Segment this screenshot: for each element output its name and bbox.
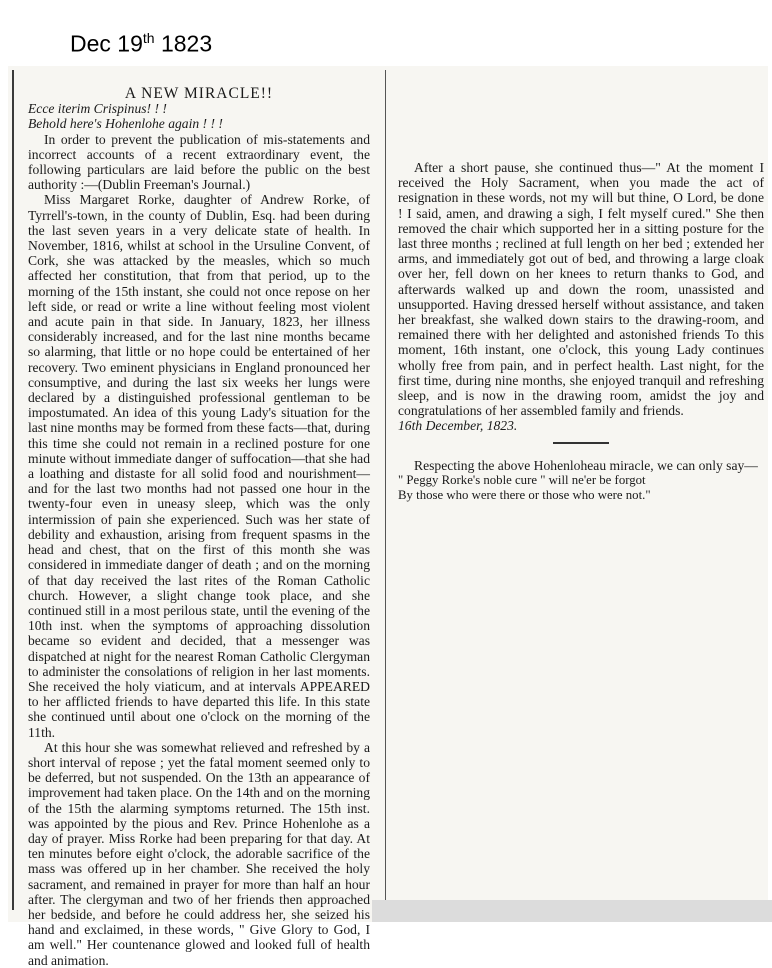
column-left xyxy=(28,86,370,968)
date-day: Dec 19 xyxy=(70,30,143,57)
paragraph-intro: In order to prevent the publication of mis-statements and incorrect accounts of a recent extraordinary event, the following particulars are laid before the public on the best authority :—(Dublin Freeman's Journal.) xyxy=(28,131,370,193)
column-divider xyxy=(385,70,386,910)
scan-edge xyxy=(372,900,772,922)
paragraph-cure: After a short pause, she continued thus—" At the moment I received the Holy Sacrament, when you made the act of resignation in these words, not my will but thine, O Lord, be done ! I said, amen, and drawing a sigh, I felt myself cured." She then removed the chair which supported her in a sitting posture for the last three months ; reclined at full length on her bed ; extended her arms, and immediately got out of bed, and throwing a large cloak over her, fell down on her knees to return thanks to God, and afterwards walked up and down the room, unassisted and unsupported. Having dressed herself without assistance, and taken her breakfast, she walked down stairs to the drawing-room, and remained there with her delighted and astonished friends To this moment, 16th instant, one o'clock, this young Lady continues wholly free from pain, and in perfect health. Last night, for the first time, during nine months, she enjoyed tranquil and refreshing sleep, and is now in the drawing room, amidst the joy and congratulations of her assembled family and friends. xyxy=(398,160,764,419)
article-headline: A NEW MIRACLE!! xyxy=(124,85,274,102)
left-border-rule xyxy=(12,70,14,910)
date-heading xyxy=(70,30,212,58)
article-motto-english: Behold here's Hohenlohe again ! ! ! xyxy=(28,116,223,132)
article-dateline: 16th December, 1823. xyxy=(398,418,518,434)
paragraph-history: Miss Margaret Rorke, daughter of Andrew Rorke, of Tyrrell's-town, in the county of Dublin, Esq. had been during the last seven years in a very delicate state of health. In November, 1816, whilst at school in the Ursuline Convent, of Cork, she was attacked by the measles, which so much affected her constitution, that from that period, up to the morning of the 15th instant, she could not once repose on her left side, or read or write a line without feeling most violent and acute pain in that side. In January, 1823, her illness considerably increased, and for the last nine months became so alarming, that little or no hope could be entertained of her recovery. Two eminent physicians in England pronounced her consumptive, and during the last six weeks her lungs were declared by a distinguished professional gentleman to be impostumated. An idea of this young Lady's situation for the last nine months may be formed from these facts—that, during this time she could not remain in a reclined posture for one minute without immediate danger of suffocation—that she had a loathing and distaste for all solid food and nourishment—and for the last two months had not passed one hour in the twenty-four even in uneasy sleep, which was the only intermission of pain she experienced. Such was her state of debility and exhaustion, arising from frequent spasms in the head and chest, that on the first of this month she was considered in immediate danger of death ; and on the morning of that day received the last rites of the Roman Catholic church. However, a slight change took place, and she continued still in a most perilous state, until the evening of the 10th inst. when the symptoms of approaching dissolution became so evident and decided, that a messenger was dispatched at night for the nearest Roman Catholic Clergyman to administer the consolations of religion in her last moments. She received the holy viaticum, and at intervals APPEARED to her afflicted friends to have departed this life. In this state she continued until about one o'clock on the morning of the 11th. xyxy=(28,192,370,740)
date-suffix: th xyxy=(142,30,155,46)
section-rule xyxy=(553,442,609,444)
paragraph-remark: Respecting the above Hohenloheau miracle, we can only say— xyxy=(414,457,758,473)
article-motto-latin: Ecce iterim Crispinus! ! ! xyxy=(28,101,167,117)
date-year: 1823 xyxy=(154,30,213,57)
column-right xyxy=(398,160,764,504)
verse-line-2: By those who were there or those who were not." xyxy=(398,488,651,503)
paragraph-prayer: At this hour she was somewhat relieved and refreshed by a short interval of repose ; yet the fatal moment seemed only to be deferred, but not suspended. On the 13th an appearance of improvement had taken place. On the 14th and on the morning of the 15th the alarming symptoms returned. The 15th inst. was appointed by the pious and Rev. Prince Hohenlohe as a day of prayer. Miss Rorke had been preparing for that day. At ten minutes before eight o'clock, the adorable sacrifice of the mass was offered up in her chamber. She received the holy sacrament, and remained in prayer for more than half an hour after. The clergyman and two of her friends then approached her bedside, and before he could address her, she seized his hand and exclaimed, in these words, " Give Glory to God, I am well." Her countenance glowed and looked full of health and animation. xyxy=(28,739,370,968)
verse-line-1: " Peggy Rorke's noble cure " will ne'er be forgot xyxy=(398,472,646,487)
